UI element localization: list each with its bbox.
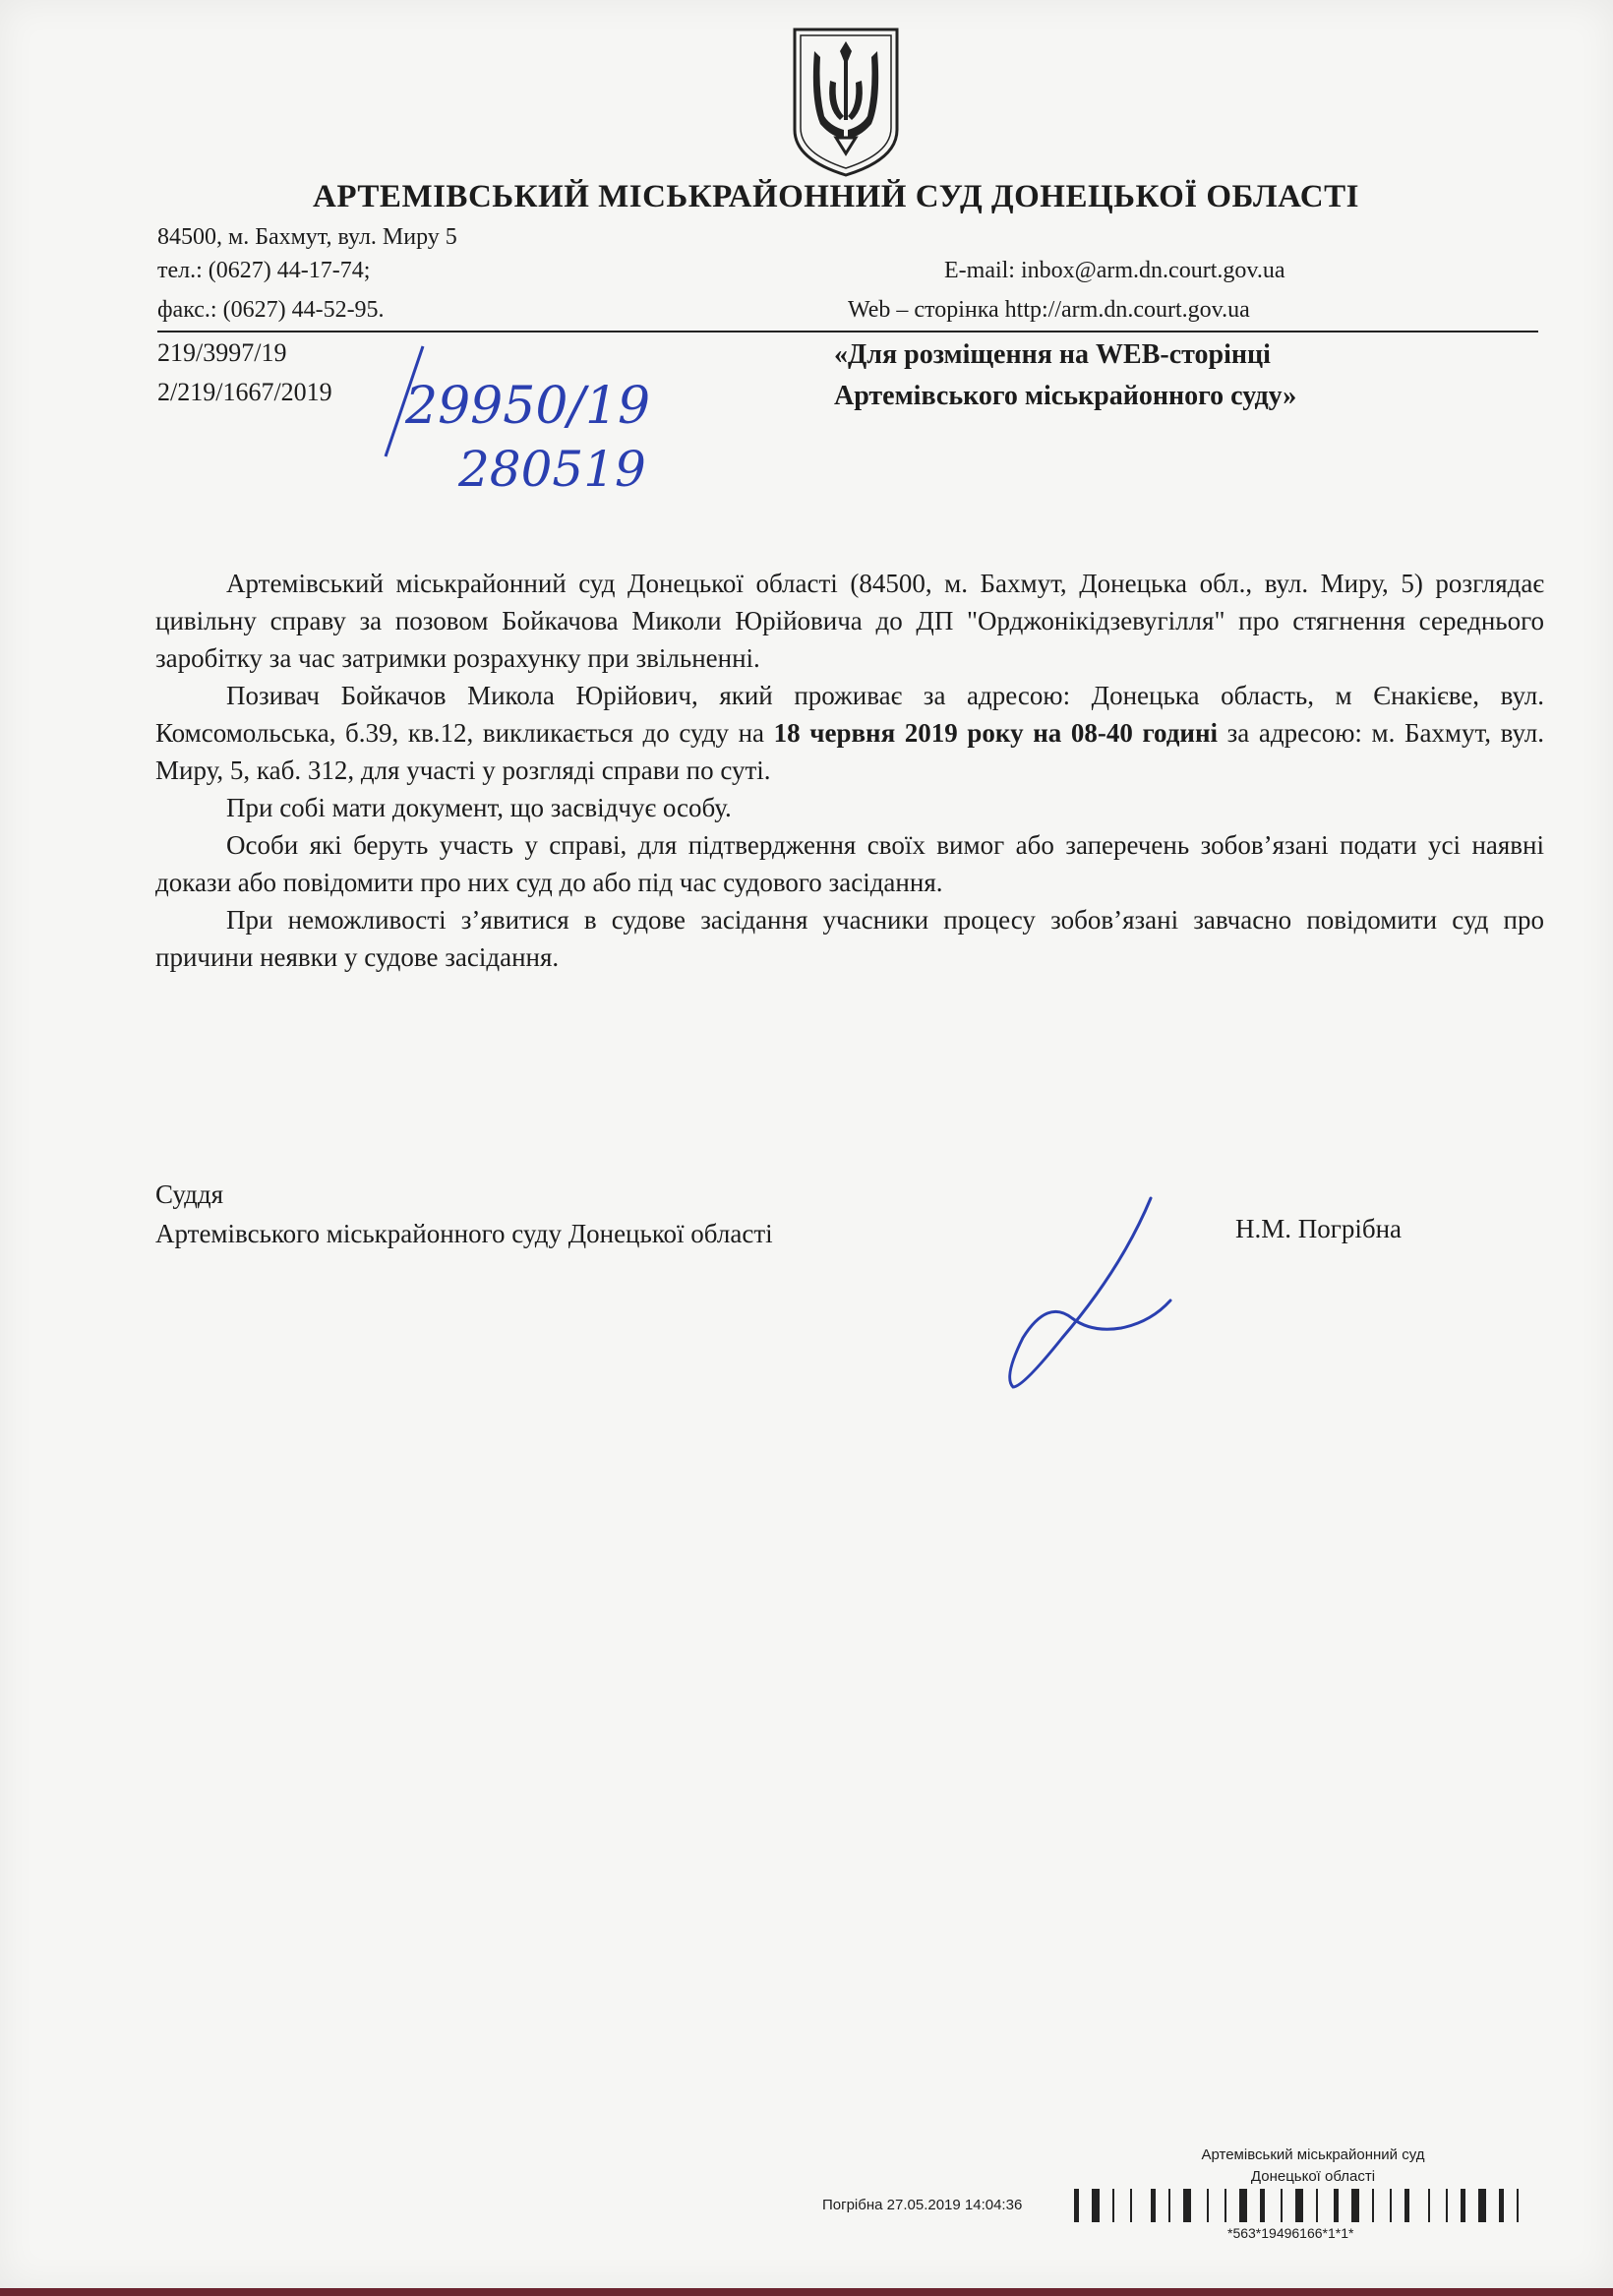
handwritten-registration	[372, 332, 677, 500]
barcode-number: *563*19496166*1*1*	[1227, 2225, 1354, 2241]
case-number: 219/3997/19	[157, 338, 287, 367]
paragraph-2	[155, 677, 1544, 789]
judge-signature	[1003, 1190, 1200, 1407]
proceeding-number: 2/219/1667/2019	[157, 378, 332, 406]
judge-court: Артемівського міськрайонного суду Донецької області	[155, 1219, 773, 1248]
barcode	[1074, 2189, 1548, 2224]
paragraph-3: При собі мати документ, що засвідчує особу.	[226, 793, 732, 822]
hearing-datetime: 18 червня 2019 року на 08-40 годині	[773, 718, 1219, 748]
e-stamp-court	[1161, 2145, 1465, 2188]
judge-role: Суддя	[155, 1179, 224, 1209]
paragraph-1: Артемівський міськрайонний суд Донецької області (84500, м. Бахмут, Донецька обл., вул. Миру, 5) розглядає цивільну справу за позовом Бойкачова Миколи Юрійовича до ДП "Орджонікідзевугілля" про стягнення середнього заробітку за час затримки розрахунку при звільненні.	[155, 569, 1544, 673]
paragraph-4: Особи які беруть участь у справі, для підтвердження своїх вимог або заперечень зобов’язані подати усі наявні докази або повідомити про них суд до або під час судового засідання.	[155, 830, 1544, 897]
e-stamp-court-line-2: Донецької області	[1250, 2168, 1376, 2185]
trident-coat-of-arms-icon	[787, 22, 905, 179]
web-placement-note	[834, 334, 1296, 417]
e-stamp-signer-date: Погрібна 27.05.2019 14:04:36	[822, 2197, 1023, 2213]
court-address: 84500, м. Бахмут, вул. Миру 5	[157, 224, 457, 250]
web-note-line-2: Артемівського міськрайонного суду»	[834, 381, 1297, 411]
judge-name: Н.М. Погрібна	[1235, 1214, 1403, 1243]
handwritten-number-1: 29950/19	[405, 377, 651, 436]
web-note-line-1: «Для розміщення на WEB-сторінці	[834, 339, 1271, 370]
paragraph-2-start: Позивач Бойкачов Микола Юрійович, який проживає за адресою: Донецька область, м Єнакієве, вул. Комсомольська, б.39, кв.12, викликається до суду на	[155, 681, 1544, 748]
signature-block	[155, 1175, 773, 1253]
header-divider	[157, 331, 1538, 332]
handwritten-number-2: 280519	[458, 441, 646, 498]
paragraph-5: При неможливості з’явитися в судове засідання учасники процесу зобов’язані завчасно повідомити суд про причини неявки у судове засідання.	[155, 905, 1544, 972]
court-title: АРТЕМІВСЬКИЙ МІСЬКРАЙОННИЙ СУД ДОНЕЦЬКОЇ ОБЛАСТІ	[313, 179, 1359, 214]
e-stamp-court-line-1: Артемівський міськрайонний суд	[1201, 2146, 1425, 2163]
court-email: E-mail: inbox@arm.dn.court.gov.ua	[944, 258, 1285, 283]
court-web: Web – сторінка http://arm.dn.court.gov.ua	[848, 297, 1250, 323]
court-phone: тел.: (0627) 44-17-74;	[157, 258, 371, 283]
court-fax: факс.: (0627) 44-52-95.	[157, 297, 385, 323]
paragraph-2-end: за адресою: м. Бахмут, вул. Миру, 5, каб. 312, для участі у розгляді справи по суті.	[155, 718, 1545, 785]
letter-body	[155, 565, 1544, 976]
